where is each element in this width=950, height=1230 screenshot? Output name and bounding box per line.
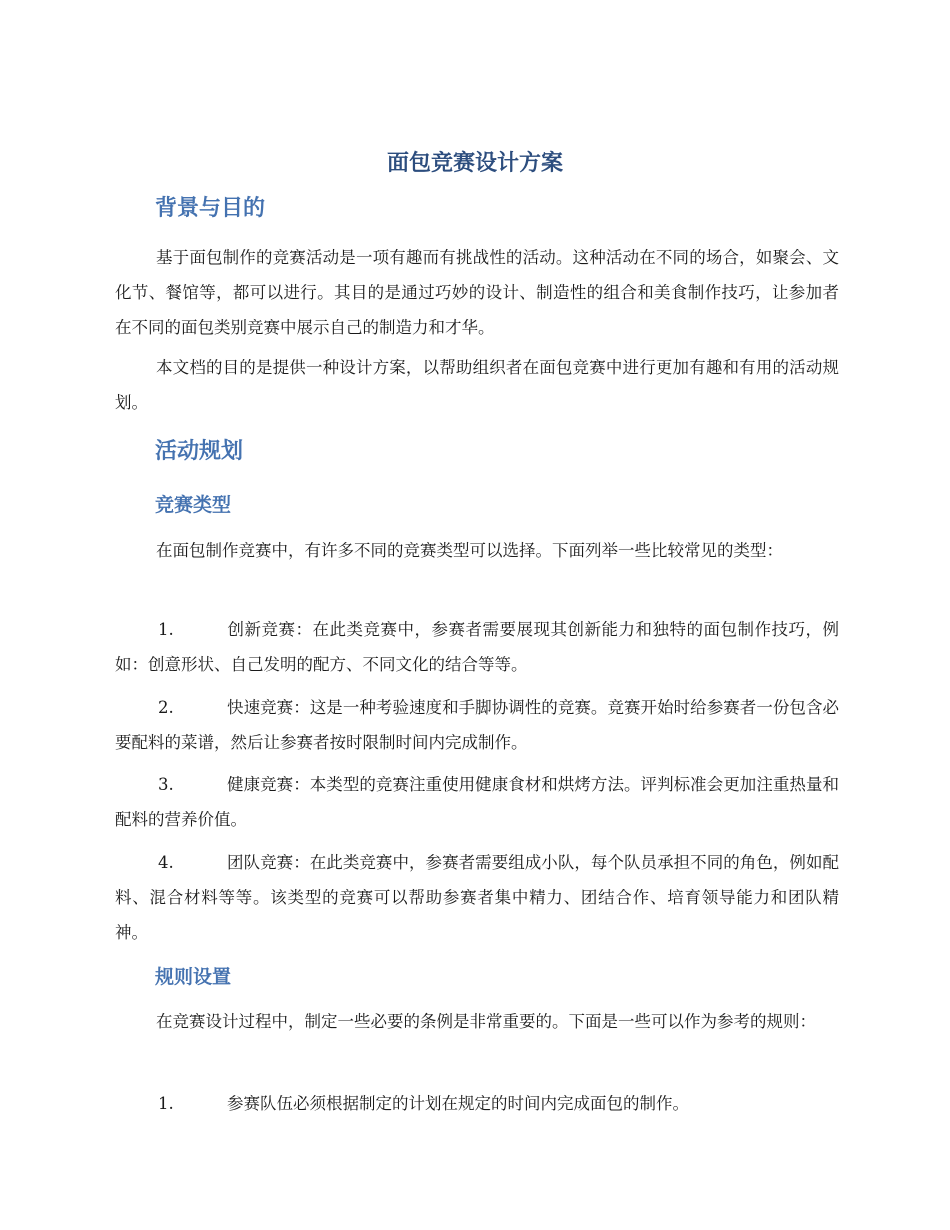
heading-rules: 规则设置 <box>155 966 232 988</box>
list-item-type-3 <box>115 767 839 837</box>
paragraph-background-2: 本文档的目的是提供一种设计方案，以帮助组织者在面包竞赛中进行更加有趣和有用的活动规划。 <box>115 358 839 412</box>
heading-competition-types: 竞赛类型 <box>155 494 232 516</box>
list-item-type-4 <box>115 845 839 950</box>
paragraph-types-intro: 在面包制作竞赛中，有许多不同的竞赛类型可以选择。下面列举一些比较常见的类型： <box>156 541 783 560</box>
list-item-text: 创新竞赛：在此类竞赛中，参赛者需要展现其创新能力和独特的面包制作技巧，例如：创意形状、自己发明的配方、不同文化的结合等等。 <box>115 620 839 674</box>
list-number: 3. <box>158 775 174 794</box>
list-number: 4. <box>158 853 174 872</box>
paragraph-rules-intro: 在竞赛设计过程中，制定一些必要的条例是非常重要的。下面是一些可以作为参考的规则： <box>156 1012 816 1031</box>
list-item-text: 快速竞赛：这是一种考验速度和手脚协调性的竞赛。竞赛开始时给参赛者一份包含必要配料的菜谱，然后让参赛者按时限制时间内完成制作。 <box>115 698 839 752</box>
list-number: 1. <box>158 620 174 639</box>
list-item-type-1 <box>115 612 839 682</box>
list-item-text: 参赛队伍必须根据制定的计划在规定的时间内完成面包的制作。 <box>227 1094 689 1113</box>
list-item-rule-1 <box>115 1086 839 1121</box>
document-title: 面包竞赛设计方案 <box>386 151 563 176</box>
list-item-type-2 <box>115 690 839 760</box>
list-item-text: 健康竞赛：本类型的竞赛注重使用健康食材和烘烤方法。评判标准会更加注重热量和配料的营养价值。 <box>115 775 839 829</box>
list-item-text: 团队竞赛：在此类竞赛中，参赛者需要组成小队，每个队员承担不同的角色，例如配料、混合材料等等。该类型的竞赛可以帮助参赛者集中精力、团结合作、培育领导能力和团队精神。 <box>115 853 839 942</box>
paragraph-background-1: 基于面包制作的竞赛活动是一项有趣而有挑战性的活动。这种活动在不同的场合，如聚会、文化节、餐馆等，都可以进行。其目的是通过巧妙的设计、制造性的组合和美食制作技巧，让参加者在不同的面包类别竞赛中展示自己的制造力和才华。 <box>115 248 839 337</box>
list-number: 2. <box>158 698 174 717</box>
list-number: 1. <box>158 1094 174 1113</box>
heading-background: 背景与目的 <box>155 196 266 221</box>
heading-planning: 活动规划 <box>155 439 244 464</box>
